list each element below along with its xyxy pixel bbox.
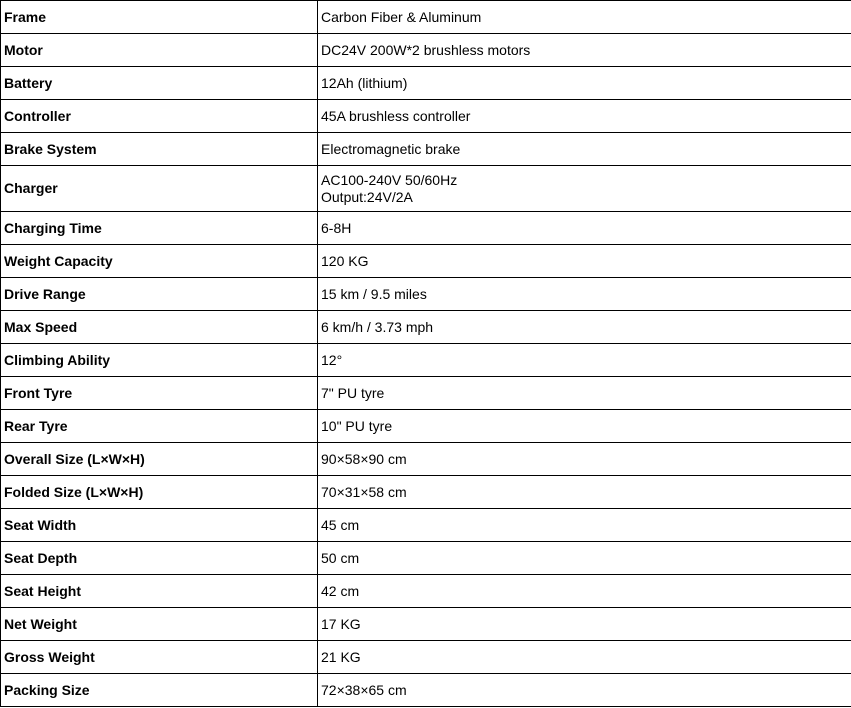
spec-value-front-tyre: 7" PU tyre — [318, 377, 851, 410]
spec-label-gross-weight: Gross Weight — [1, 641, 318, 674]
spec-label-net-weight: Net Weight — [1, 608, 318, 641]
spec-value-max-speed: 6 km/h / 3.73 mph — [318, 311, 851, 344]
spec-label-seat-width: Seat Width — [1, 509, 318, 542]
spec-label-max-speed: Max Speed — [1, 311, 318, 344]
spec-value-charger: AC100-240V 50/60Hz Output:24V/2A — [318, 166, 851, 212]
spec-label-battery: Battery — [1, 67, 318, 100]
spec-label-folded-size: Folded Size (L×W×H) — [1, 476, 318, 509]
spec-value-overall-size: 90×58×90 cm — [318, 443, 851, 476]
table-row — [1, 278, 851, 311]
spec-label-climbing-ability: Climbing Ability — [1, 344, 318, 377]
spec-label-charging-time: Charging Time — [1, 212, 318, 245]
table-row — [1, 410, 851, 443]
spec-value-packing-size: 72×38×65 cm — [318, 674, 851, 707]
table-row — [1, 166, 851, 212]
spec-label-controller: Controller — [1, 100, 318, 133]
table-row — [1, 377, 851, 410]
table-row — [1, 443, 851, 476]
table-row — [1, 575, 851, 608]
spec-value-frame: Carbon Fiber & Aluminum — [318, 1, 851, 34]
table-row — [1, 212, 851, 245]
table-row — [1, 1, 851, 34]
spec-label-motor: Motor — [1, 34, 318, 67]
spec-value-folded-size: 70×31×58 cm — [318, 476, 851, 509]
table-row — [1, 509, 851, 542]
table-row — [1, 641, 851, 674]
spec-label-packing-size: Packing Size — [1, 674, 318, 707]
table-row — [1, 100, 851, 133]
spec-value-seat-height: 42 cm — [318, 575, 851, 608]
spec-value-net-weight: 17 KG — [318, 608, 851, 641]
table-row — [1, 674, 851, 707]
spec-label-overall-size: Overall Size (L×W×H) — [1, 443, 318, 476]
table-row — [1, 67, 851, 100]
spec-label-seat-depth: Seat Depth — [1, 542, 318, 575]
table-row — [1, 476, 851, 509]
spec-value-seat-width: 45 cm — [318, 509, 851, 542]
spec-label-brake-system: Brake System — [1, 133, 318, 166]
table-row — [1, 245, 851, 278]
spec-value-gross-weight: 21 KG — [318, 641, 851, 674]
spec-table-body — [1, 1, 851, 707]
spec-value-charging-time: 6-8H — [318, 212, 851, 245]
table-row — [1, 133, 851, 166]
table-row — [1, 311, 851, 344]
table-row — [1, 542, 851, 575]
spec-label-drive-range: Drive Range — [1, 278, 318, 311]
spec-label-front-tyre: Front Tyre — [1, 377, 318, 410]
spec-value-battery: 12Ah (lithium) — [318, 67, 851, 100]
spec-label-charger: Charger — [1, 166, 318, 212]
spec-label-rear-tyre: Rear Tyre — [1, 410, 318, 443]
spec-value-controller: 45A brushless controller — [318, 100, 851, 133]
table-row — [1, 34, 851, 67]
table-row — [1, 344, 851, 377]
spec-value-weight-capacity: 120 KG — [318, 245, 851, 278]
spec-value-seat-depth: 50 cm — [318, 542, 851, 575]
spec-label-seat-height: Seat Height — [1, 575, 318, 608]
spec-value-brake-system: Electromagnetic brake — [318, 133, 851, 166]
spec-value-rear-tyre: 10" PU tyre — [318, 410, 851, 443]
table-row — [1, 608, 851, 641]
spec-value-motor: DC24V 200W*2 brushless motors — [318, 34, 851, 67]
spec-value-drive-range: 15 km / 9.5 miles — [318, 278, 851, 311]
spec-value-climbing-ability: 12° — [318, 344, 851, 377]
spec-label-frame: Frame — [1, 1, 318, 34]
spec-label-weight-capacity: Weight Capacity — [1, 245, 318, 278]
